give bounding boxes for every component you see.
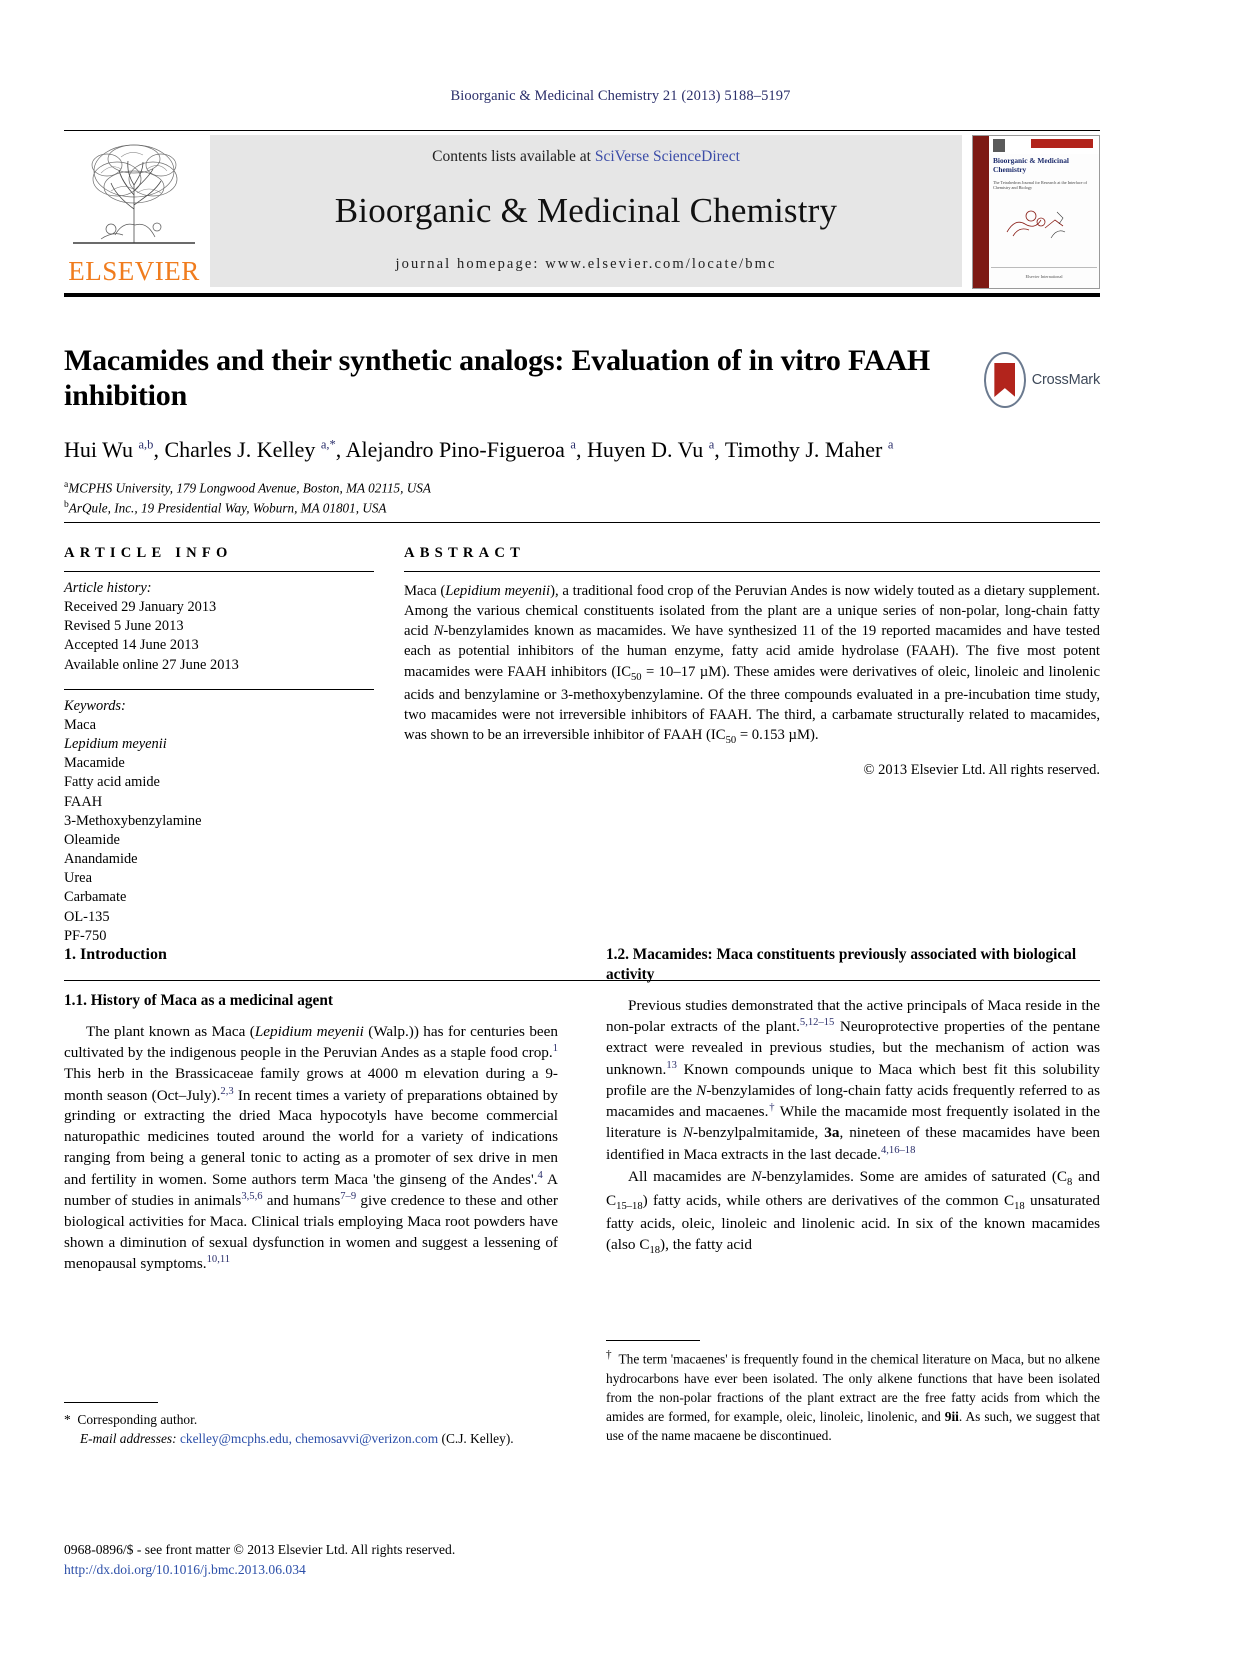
affiliation-b-text: ArQule, Inc., 19 Presidential Way, Woburn, MA 01801, USA [68, 500, 387, 516]
affiliation-mark-b: b [64, 498, 69, 510]
keywords-group [64, 697, 374, 946]
abstract-rule [404, 571, 1100, 572]
crossmark-icon [984, 352, 1026, 408]
affiliation-a-text: MCPHS University, 179 Longwood Avenue, Boston, MA 02115, USA [68, 480, 431, 496]
keyword-item: 3-Methoxybenzylamine [64, 812, 202, 829]
keyword-item: Maca [64, 716, 96, 733]
doi-link[interactable]: http://dx.doi.org/10.1016/j.bmc.2013.06.034 [64, 1562, 306, 1578]
history-item: Available online 27 June 2013 [64, 656, 239, 673]
footnote-rule-left [64, 1402, 158, 1403]
journal-cover-thumbnail [972, 135, 1100, 289]
keywords-label: Keywords: [64, 697, 126, 714]
journal-masthead [64, 130, 1100, 297]
keyword-item: PF-750 [64, 927, 107, 944]
keyword-item: FAAH [64, 793, 103, 810]
keyword-item: Macamide [64, 755, 125, 772]
crossmark-label: CrossMark [1031, 372, 1100, 388]
keyword-item: Fatty acid amide [64, 774, 160, 791]
corresponding-author-text: Corresponding author. [77, 1412, 198, 1427]
subsection-heading-history: 1.1. History of Maca as a medicinal agent [64, 991, 333, 1009]
info-abstract-band [64, 522, 1100, 981]
elsevier-tree-icon [71, 139, 197, 251]
affiliation-b [64, 498, 1100, 518]
article-history-label: Article history: [64, 580, 152, 596]
cover-badge-icon [993, 139, 1005, 152]
history-item: Revised 5 June 2013 [64, 618, 184, 635]
history-item: Received 29 January 2013 [64, 599, 217, 616]
keyword-item: Urea [64, 870, 92, 887]
footnote-dagger-text: † The term 'macaenes' is frequently found in the chemical literature on Maca, but no alkene hydrocarbons have ever been isolated. The only alkene functions that have been isolated from the non-polar fractions of the plant extract are the free fatty acids from which the amides are formed, for example, oleic, linoleic, linolenic, and 9ii. As such, we suggest that use of the name macaene be discontinued. [606, 1349, 1100, 1443]
band-top-rule [64, 522, 1100, 523]
article-info-column [64, 545, 394, 946]
keyword-item: Lepidium meyenii [64, 736, 167, 753]
article-history-group [64, 579, 374, 675]
history-item: Accepted 14 June 2013 [64, 637, 199, 654]
abstract-text: Maca (Lepidium meyenii), a traditional food crop of the Peruvian Andes is now widely touted as a dietary supplement. Among the various chemical constituents isolated from the plant are a unique series of non-polar, long-chain fatty acid N-benzylamides known as macamides. We have synthesized 11 of the 19 reported macamides and have tested each as potential inhibitors of the human enzyme, fatty acid amide hydrolase (FAAH). The five most potent macamides were FAAH inhibitors ($IC_{50} = 10-17$ µM). These amides were derivatives of oleic, linoleic and linolenic acids and benzylamine or 3-methoxybenzylamine. Of the three compounds evaluated in a pre-incubation time study, two macamides were not irreversible inhibitors of FAAH. The third, a carbamate structurally related to macamides, was shown to be an irreversible inhibitor of FAAH ($IC_{50} = 0.153$ µM). [404, 583, 1100, 747]
sciencedirect-link[interactable]: SciVerse ScienceDirect [594, 148, 740, 165]
paragraph-history: The plant known as Maca (Lepidium meyenii (Walp.)) has for centuries been cultivated by the indigenous people in the Peruvian Andes as a staple food crop.$^1$ This herb in the Brassicaceae family grows at 4000 m elevation during a 9-month season (Oct–July).$^{2,3}$ In recent times a variety of preparations obtained by grinding or extracting the dried Maca hypocotyls have become commercial naturopathic medicines touted around the world for a variety of indications ranging from being a general tonic to acting as a promoter of sex drive in men and fertility in women. Some authors term Maca 'the ginseng of the Andes'.$^4$ A number of studies in animals$^{3,5,6}$ and humans$^{7-9}$ give credence to these and other biological activities for Maca. Clinical trials employing Maca root powders have shown a diminution of sexual dysfunction in women and suggest a lessening of menopausal symptoms.$^{10,11}$ [64, 1022, 558, 1273]
keyword-item: Oleamide [64, 831, 120, 848]
email-addresses[interactable]: ckelley@mcphs.edu, chemosavvi@verizon.com [179, 1431, 439, 1447]
journal-title: Bioorganic & Medicinal Chemistry [334, 191, 838, 230]
title-block [64, 343, 1100, 518]
paragraph-previous-studies: Previous studies demonstrated that the active principals of Maca reside in the non-polar extracts of the plant.$^{5,12-15}$ Neuroprotective properties of the pentane extract were revealed in previous studies, but the mechanism of action was unknown.$^{13}$ Known compounds unique to Maca which best fit this solubility profile are the N-benzylamides of long-chain fatty acids frequently referred to as macamides and macaenes.† While the macamide most frequently isolated in the literature is N-benzylpalmitamide, 3a, nineteen of these macamides have been identified in Maca extracts in the last decade.$^{4,16-18}$ [606, 996, 1100, 1163]
subsection-heading-macamides: 1.2. Macamides: Maca constituents previously associated with biological activity [606, 946, 1077, 983]
corresponding-author-line [64, 1410, 558, 1429]
cover-title-text: Bioorganic & Medicinal Chemistry [993, 156, 1069, 174]
affiliation-mark-a: a [64, 478, 69, 490]
abstract-column [394, 545, 1100, 946]
author-list: Hui Wu $^{a,b}$, Charles J. Kelley $^{a,*}$, Alejandro Pino-Figueroa $^a$, Huyen D. Vu $^a$, Timothy J. Maher $^a$ [64, 437, 894, 463]
issn-copyright-line: 0968-0896/$ - see front matter © 2013 Elsevier Ltd. All rights reserved. [64, 1542, 456, 1557]
abstract-heading: ABSTRACT [404, 545, 526, 561]
abstract-copyright: © 2013 Elsevier Ltd. All rights reserved. [863, 761, 1100, 778]
corresponding-author-mark: * [64, 1412, 71, 1427]
cover-divider [991, 267, 1097, 268]
email-label: E-mail addresses: [80, 1431, 177, 1447]
footnote-corresponding-author [64, 1402, 558, 1448]
elsevier-logo [64, 135, 204, 287]
email-line [64, 1429, 558, 1448]
crossmark-badge[interactable] [984, 351, 1100, 409]
page-title: Macamides and their synthetic analogs: Evaluation of in vitro FAAH inhibition [64, 344, 930, 413]
keywords-rule [64, 689, 374, 690]
masthead-bottom-rule [64, 293, 1100, 297]
masthead-top-rule [64, 130, 1100, 131]
contents-prefix-text: Contents lists available at [432, 148, 595, 165]
affiliation-a [64, 478, 1100, 498]
running-head: Bioorganic & Medicinal Chemistry 21 (2013) 5188–5197 [450, 88, 791, 104]
body-column-right [606, 945, 1100, 1275]
paragraph-all-macamides: All macamides are N-benzylamides. Some are amides of saturated ($C_8$ and $C_{15-18}$) fatty acids, while others are derivatives of the common $C_{18}$ unsaturated fatty acids, oleic, linoleic and linolenic acid. In six of the known macamides (also $C_{18}$), the fatty acid [606, 1168, 1100, 1256]
affiliation-list [64, 478, 1100, 518]
keyword-item: OL-135 [64, 908, 110, 925]
cover-artwork [1001, 198, 1075, 242]
keyword-item: Carbamate [64, 889, 127, 906]
section-heading-introduction: 1. Introduction [64, 946, 167, 963]
cover-subtitle-text: The Tetrahedron Journal for Research at the Interface of Chemistry and Biology [993, 180, 1088, 191]
cover-red-block [1031, 139, 1093, 148]
masthead-center-panel [210, 135, 962, 287]
footnote-dagger [606, 1340, 1100, 1445]
journal-homepage-link[interactable]: journal homepage: www.elsevier.com/locate/bmc [395, 256, 777, 272]
elsevier-wordmark: ELSEVIER [68, 256, 200, 286]
body-columns [64, 945, 1100, 1275]
cover-spine [973, 136, 989, 288]
email-suffix: (C.J. Kelley). [441, 1431, 514, 1447]
article-info-heading: ARTICLE INFO [64, 545, 233, 561]
keyword-item: Anandamide [64, 851, 138, 868]
body-column-left [64, 945, 558, 1275]
article-info-rule [64, 571, 374, 572]
contents-available-line [432, 148, 740, 166]
footnote-rule-right [606, 1340, 700, 1341]
legal-footer [64, 1540, 664, 1581]
cover-footer-text: Elsevier International [1025, 273, 1063, 279]
